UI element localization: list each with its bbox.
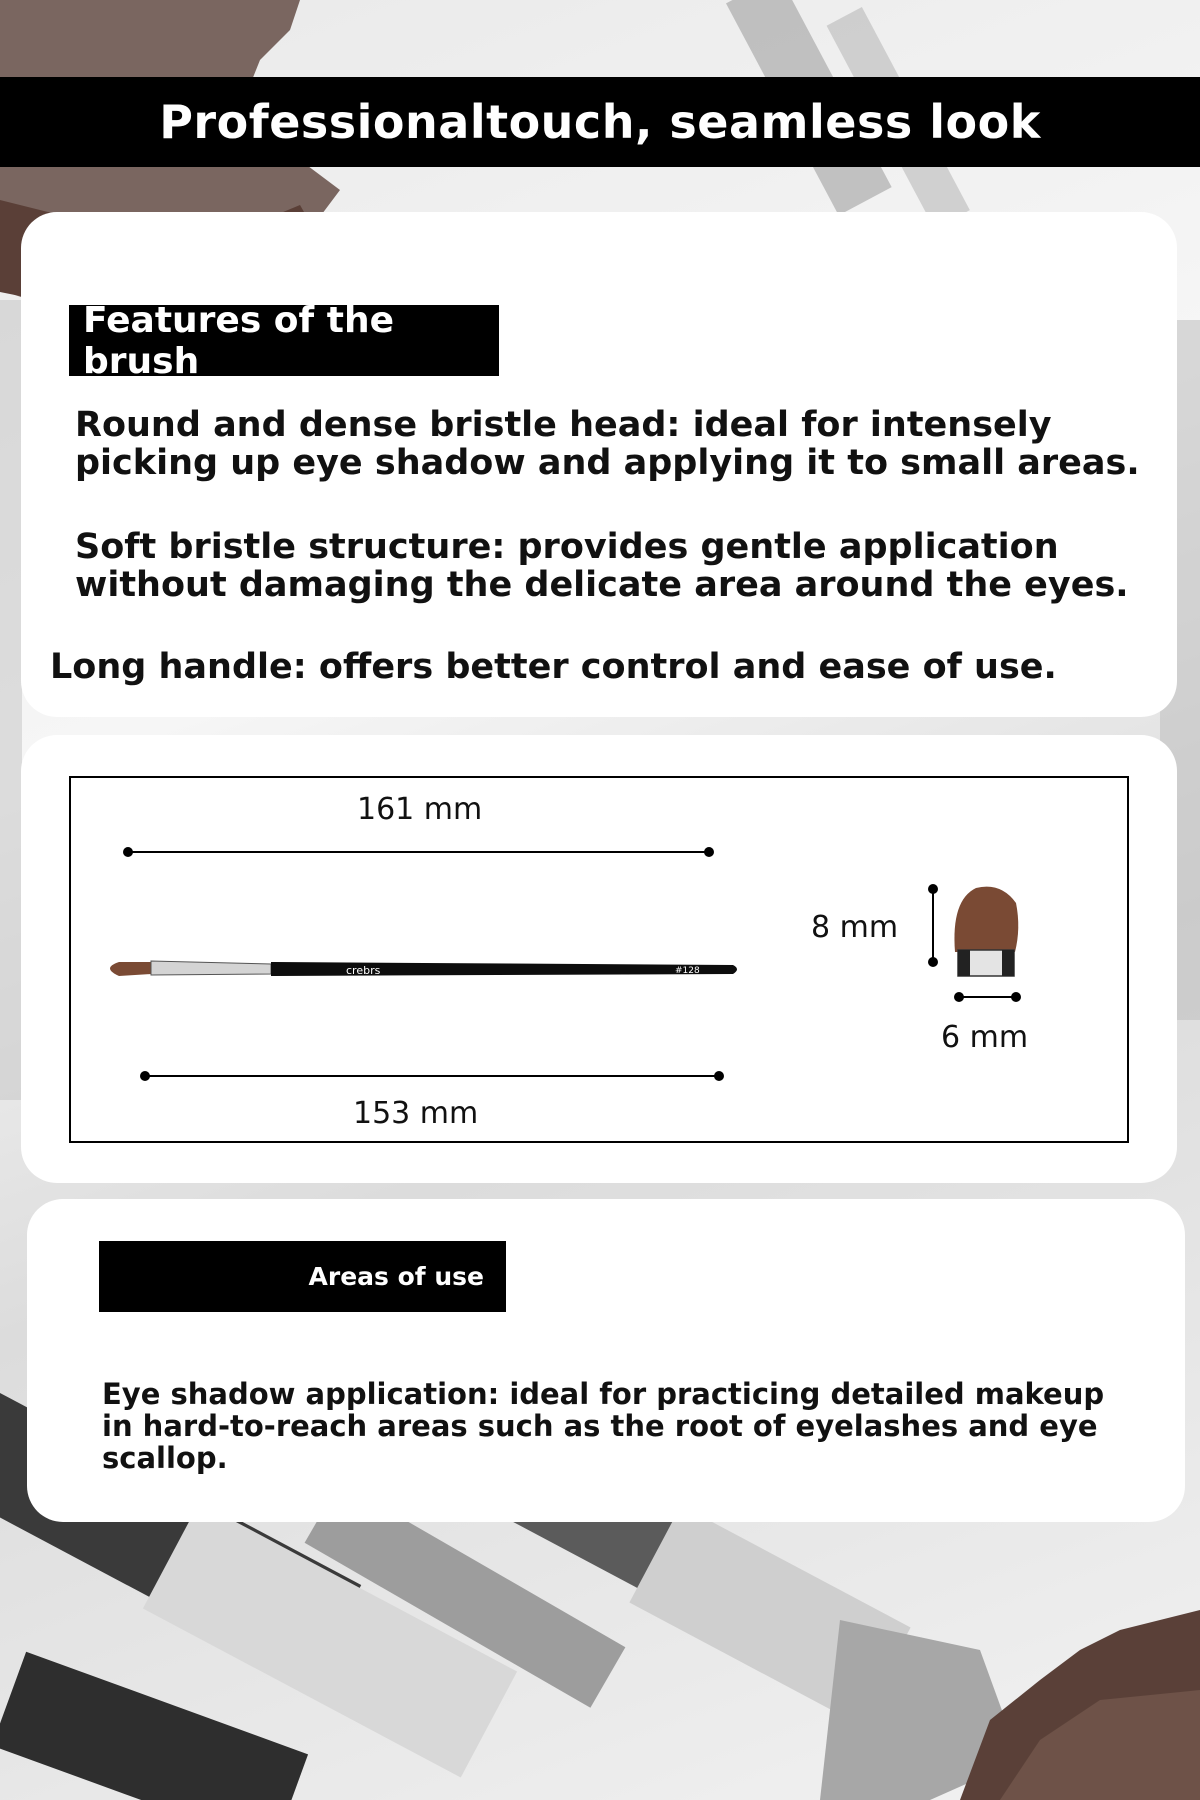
feature-item-bristle-head: Round and dense bristle head: ideal for intensely picking up eye shadow and applying it to small areas. <box>75 405 1140 483</box>
features-heading: Features of the brush <box>69 305 499 376</box>
handle-length-label: 153 mm <box>353 1096 479 1131</box>
page-title-banner <box>0 77 1200 167</box>
model-label: #128 <box>675 966 700 976</box>
brand-label: crebrs <box>346 964 381 977</box>
head-width-label: 6 mm <box>941 1020 1029 1055</box>
handle-length-line <box>140 1071 724 1081</box>
feature-item-bristle-structure: Soft bristle structure: provides gentle application without damaging the delicate area around the eyes. <box>75 527 1129 605</box>
brush-diagram-graphic <box>71 778 1127 1141</box>
head-height-line <box>928 884 938 967</box>
areas-text: Eye shadow application: ideal for practicing detailed makeup in hard-to-reach areas such as the root of eyelashes and eye scallop. <box>102 1377 1105 1475</box>
head-height-label: 8 mm <box>811 910 899 945</box>
areas-heading: Areas of use <box>99 1241 506 1312</box>
brush-icon <box>110 961 737 977</box>
head-width-line <box>954 992 1021 1002</box>
feature-item-long-handle: Long handle: offers better control and ease of use. <box>50 647 1057 687</box>
brush-head-closeup-icon <box>954 887 1018 976</box>
total-length-line <box>123 847 714 857</box>
total-length-label: 161 mm <box>357 792 483 827</box>
dimensions-diagram <box>69 776 1129 1143</box>
page-title: Professionaltouch, seamless look <box>159 95 1041 149</box>
